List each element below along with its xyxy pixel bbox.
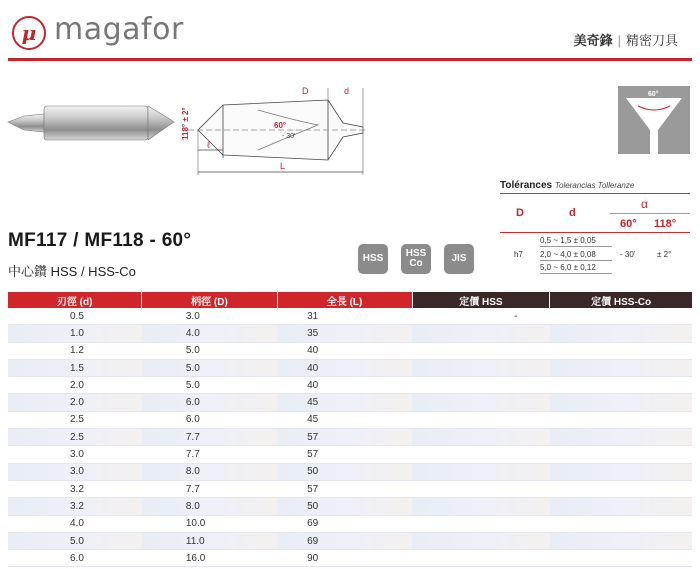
logo-mark [12,16,46,50]
tolerance-range-3: 5,0 ~ 6,0 ± 0,12 [540,263,596,272]
cell-cutting-diameter: 3.0 [8,446,142,463]
cell-shank-diameter: 7.7 [142,480,277,497]
cell-price-hss-co [550,308,692,325]
cell-cutting-diameter: 4.0 [8,515,142,532]
tolerance-row-label: h7 [514,250,523,259]
table-header-row [8,292,692,308]
cell-cutting-diameter: 3.2 [8,498,142,515]
cell-price-hss-co [550,550,692,567]
col-header-shank-diameter: 柄徑 (D) [142,292,277,308]
cell-shank-diameter: 8.0 [142,463,277,480]
tolerance-underline-1 [540,246,612,247]
tolerances-col-D: D [516,207,524,219]
logo-text: magafor [54,12,184,47]
cell-price-hss [412,498,550,515]
brand-chinese-name: 美奇鋒 [573,33,613,48]
cell-price-hss-co [550,515,692,532]
cell-cutting-diameter: 6.0 [8,550,142,567]
cell-price-hss [412,480,550,497]
cell-cutting-diameter: 5.0 [8,532,142,549]
drawing-L-label: L [280,161,286,171]
col-header-overall-length: 全長 (L) [277,292,412,308]
tolerances-alpha: α [641,197,648,211]
table-row [8,532,692,549]
header-divider [8,58,692,61]
tolerances-title [500,180,634,191]
cell-price-hss [412,325,550,342]
cell-shank-diameter: 7.7 [142,446,277,463]
cell-overall-length: 35 [277,325,412,342]
cell-price-hss-co [550,532,692,549]
cell-price-hss [412,446,550,463]
cell-shank-diameter: 4.0 [142,325,277,342]
detail-angle-diagram [618,86,690,154]
cell-overall-length: 40 [277,359,412,376]
logo-mu-glyph: μ [21,21,37,45]
product-table [8,292,692,567]
cell-price-hss-co [550,429,692,446]
badge-hss-co: HSS Co [401,244,431,274]
cell-overall-length: 45 [277,394,412,411]
cell-cutting-diameter: 2.0 [8,377,142,394]
drawing-d-label: d [344,86,350,96]
tolerance-underline-2 [540,260,612,261]
cell-price-hss [412,515,550,532]
cell-price-hss [412,550,550,567]
cell-shank-diameter: 10.0 [142,515,277,532]
tolerances-title-text: Tolérances [500,180,553,191]
cell-price-hss-co [550,359,692,376]
table-row [8,446,692,463]
cell-overall-length: 57 [277,429,412,446]
table-row [8,377,692,394]
cell-shank-diameter: 8.0 [142,498,277,515]
cell-cutting-diameter: 0.5 [8,308,142,325]
drawing-l-label: ℓ [207,140,210,150]
brand-tagline: 精密刀具 [625,33,678,48]
cell-shank-diameter: 11.0 [142,532,277,549]
cell-cutting-diameter: 1.5 [8,359,142,376]
cell-shank-diameter: 16.0 [142,550,277,567]
cell-price-hss [412,394,550,411]
cell-price-hss-co [550,325,692,342]
badge-hss: HSS [358,244,388,274]
brand-name: 美奇鋒 | 精密刀具 [573,33,678,48]
product-title: MF117 / MF118 - 60° [8,230,192,251]
table-row [8,463,692,480]
cell-overall-length: 50 [277,463,412,480]
cell-overall-length: 90 [277,550,412,567]
tolerance-60-value: - 30' [620,250,636,259]
center-drill-photo [6,88,176,150]
table-row [8,498,692,515]
drawing-D-label: D [302,86,309,96]
cell-cutting-diameter: 1.0 [8,325,142,342]
cell-cutting-diameter: 2.5 [8,411,142,428]
table-row [8,550,692,567]
cell-price-hss-co [550,377,692,394]
cell-price-hss [412,532,550,549]
technical-drawing [178,80,368,180]
tolerance-range-1: 0,5 ~ 1,5 ± 0,05 [540,236,596,245]
table-row [8,308,692,325]
tolerances-divider [500,193,690,194]
cell-shank-diameter: 5.0 [142,359,277,376]
tolerances-col-d: d [569,207,576,219]
cell-shank-diameter: 5.0 [142,377,277,394]
cell-cutting-diameter: 3.2 [8,480,142,497]
tolerance-range-2: 2,0 ~ 4,0 ± 0,08 [540,250,596,259]
tolerance-underline-3 [540,273,612,274]
tolerances-title-sub: Tolerancias Tolleranze [554,181,635,190]
cell-price-hss [412,342,550,359]
table-row [8,394,692,411]
cell-price-hss-co [550,480,692,497]
table-row [8,515,692,532]
cell-cutting-diameter: 2.0 [8,394,142,411]
cell-shank-diameter: 6.0 [142,411,277,428]
cell-price-hss-co [550,342,692,359]
cell-price-hss-co [550,394,692,411]
table-row [8,429,692,446]
tolerances-alpha-line [610,213,690,214]
cell-price-hss-co [550,446,692,463]
cell-price-hss [412,359,550,376]
col-header-price-hss-co: 定價 HSS-Co [550,292,692,308]
cell-cutting-diameter: 2.5 [8,429,142,446]
table-row [8,342,692,359]
cell-overall-length: 40 [277,342,412,359]
col-header-cutting-diameter: 刃徑 (d) [8,292,142,308]
cell-price-hss [412,411,550,428]
drawing-60-label: 60° [274,121,287,130]
cell-shank-diameter: 3.0 [142,308,277,325]
cell-price-hss-co [550,463,692,480]
tolerances-angle-60: 60° [620,218,637,230]
tolerance-118-value: ± 2° [657,250,672,259]
cell-overall-length: 45 [277,411,412,428]
cell-price-hss [412,463,550,480]
cell-price-hss: - [412,308,550,325]
cell-shank-diameter: 7.7 [142,429,277,446]
product-subtitle: 中心鑽 HSS / HSS-Co [8,264,136,279]
cell-cutting-diameter: 3.0 [8,463,142,480]
table-row [8,359,692,376]
col-header-price-hss: 定價 HSS [412,292,550,308]
table-row [8,325,692,342]
cell-overall-length: 40 [277,377,412,394]
drawing-30-label: - 30' [282,133,296,140]
detail-angle-label: 60° [648,91,659,98]
cell-shank-diameter: 6.0 [142,394,277,411]
cell-overall-length: 50 [277,498,412,515]
cell-cutting-diameter: 1.2 [8,342,142,359]
tolerances-header-line [500,232,690,233]
cell-overall-length: 69 [277,532,412,549]
table-row [8,411,692,428]
cell-overall-length: 69 [277,515,412,532]
cell-price-hss-co [550,498,692,515]
drawing-angle-label: 118° ± 2° [181,107,190,140]
cell-overall-length: 57 [277,446,412,463]
cell-shank-diameter: 5.0 [142,342,277,359]
table-row [8,480,692,497]
cell-overall-length: 57 [277,480,412,497]
cell-price-hss-co [550,411,692,428]
cell-price-hss [412,377,550,394]
badge-jis: JIS [444,244,474,274]
cell-price-hss [412,429,550,446]
cell-overall-length: 31 [277,308,412,325]
tolerances-angle-118: 118° [654,218,677,230]
